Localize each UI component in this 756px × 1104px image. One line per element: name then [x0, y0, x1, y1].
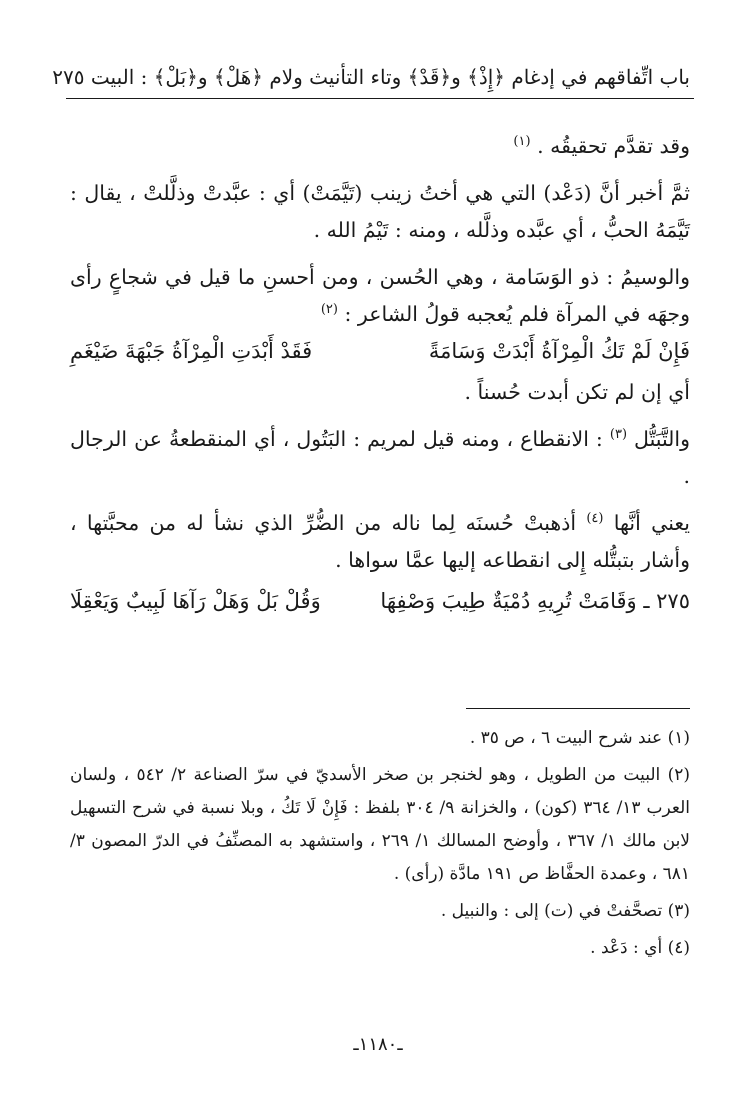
paragraph-6 [70, 505, 690, 579]
main-verse-first-hemistich: ٢٧٥ ـ وَقَامَتْ تُرِيهِ دُمْيَةٌ طِيبَ وَصْفِهَا [380, 589, 690, 613]
paragraph-6-text: أذهبتْ حُسنَه لِما ناله من الضُّرِّ الذي نشأ له من محبَّتها ، وأشار بتبتُّله إِلى انقطاعه إليها عمَّا سواها . [70, 511, 690, 572]
paragraph-4: أي إن لم تكن أبدت حُسناً . [464, 380, 690, 404]
paragraph-1-text: وقد تقدَّم تحقيقُه . [537, 134, 690, 158]
footnote-ref-1: (١) [513, 134, 531, 150]
cited-verse-first-hemistich: فَإِنْ لَمْ تَكُ الْمِرْآةُ أَبْدَتْ وَسَامَةً [428, 339, 690, 363]
cited-verse [70, 333, 690, 370]
paragraph-6-lead: يعني أنَّها [613, 511, 690, 535]
paragraph-5 [70, 421, 690, 495]
footnote-ref-3: (٣) [609, 427, 628, 443]
footnote-2: (٢) البيت من الطويل ، وهو لخنجر بن صخر الأسديّ في سرّ الصناعة ٢/ ٥٤٢ ، ولسان العرب ١٣/ ٣٦٤ (كون) ، والخزانة ٩/ ٣٠٤ بلفظ : فَإِنْ لَا تَكُ ، وبلا نسبة في شرح التسهيل لابن مالك ١/ ٣٦٧ ، وأوضح المسالك ١/ ٢٦٩ ، واستشهد به المصنِّفُ في الدرّ المصون ٣/ ٦٨١ ، وعمدة الحفَّاظ ص ١٩١ مادَّة (رأى) . [70, 765, 691, 884]
footnote-ref-2: (٢) [320, 302, 338, 318]
header-rule [66, 98, 694, 99]
commentary-body [70, 128, 690, 624]
paragraph-3-text: والوسيمُ : ذو الوَسَامة ، وهي الحُسن ، ومن أحسنِ ما قيل في شجاعٍ رأى وجهَه في المرآة فلم يُعجبه قولُ الشاعر : [70, 265, 690, 326]
footnotes [70, 722, 690, 969]
paragraph-1 [70, 128, 690, 165]
footnote-1: (١) عند شرح البيت ٦ ، ص ٣٥ . [469, 728, 690, 748]
footnote-ref-4: (٤) [586, 511, 604, 527]
paragraph-2: ثمَّ أخبر أنَّ (دَعْد) التي هي أختُ زينب (تَيَّمَتْ) أي : عبَّدتْ وذلَّلتْ ، يقال : تَيَّمَهُ الحبُّ ، أي عبَّده وذلَّله ، ومنه : تَيْمُ الله . [70, 181, 690, 242]
main-verse-275 [70, 583, 690, 620]
footnote-3: (٣) تصحَّفتْ في (ت) إلى : والنبيل . [440, 901, 690, 921]
main-verse-second-hemistich: وَقُلْ بَلْ وَهَلْ رَآهَا لَبِيبٌ وَيَعْقِلَا [70, 589, 321, 613]
footnote-4: (٤) أي : دَعْد . [590, 938, 690, 958]
paragraph-5-lead: والتَّبَتُّل [634, 427, 690, 451]
paragraph-5-text: : الانقطاع ، ومنه قيل لمريم : البَتُول ، أي المنقطعةُ عن الرجال . [70, 427, 690, 488]
paragraph-3 [70, 259, 690, 333]
page-number: ـ١١٨٠ـ [353, 1034, 403, 1055]
footnote-rule [466, 708, 690, 709]
cited-verse-second-hemistich: فَقَدْ أَبْدَتِ الْمِرْآةُ جَبْهَةَ ضَيْغَمِ [70, 339, 313, 363]
running-header: باب اتِّفاقهم في إدغام ﴿إِذْ﴾ و﴿قَدْ﴾ وتاء التأنيث ولام ﴿هَلْ﴾ و﴿بَلْ﴾ : البيت ٢٧٥ [52, 65, 690, 89]
